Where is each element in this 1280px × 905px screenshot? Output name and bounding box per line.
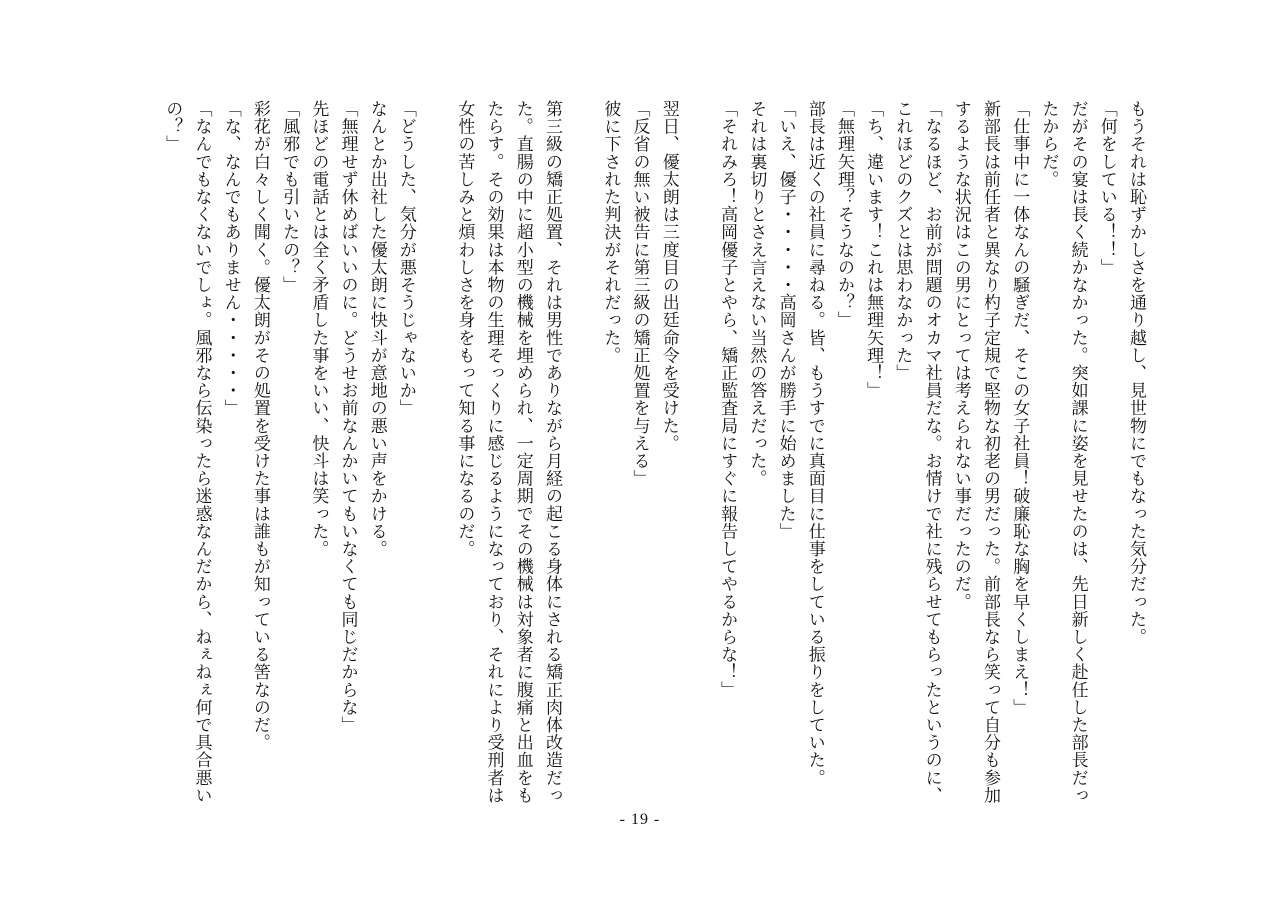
text-line: 「な、なんでもありません・・・・・」	[220, 100, 241, 417]
blank-line	[683, 100, 712, 805]
text-line: 「なんでもなくないでしょ。風邪なら伝染ったら迷惑なんだから、ねぇねぇ何で具合悪い	[191, 100, 212, 804]
text-line: たからだ。	[1038, 100, 1059, 188]
text-line: 部長は近くの社員に尋ねる。皆、もうすでに真面目に仕事をしている振りをしていた。	[804, 100, 825, 787]
text-line: 翌日、優太朗は三度目の出廷命令を受けた。	[658, 100, 679, 452]
text-line: これほどのクズとは思わなかった」	[892, 100, 913, 382]
text-line: もうそれは恥ずかしさを通り越し、見世物にでもなった気分だった。	[1126, 100, 1146, 646]
text-line: 第三級の矯正処置、それは男性でありながら月経の起こる身体にされる矯正肉体改造だっ	[541, 100, 562, 804]
text-line: だがその宴は長く続かなかった。突如課に姿を見せたのは、先日新しく赴任した部長だっ	[1067, 100, 1088, 804]
text-line: 「いえ、優子・・・・・高岡さんが勝手に始めました」	[775, 100, 796, 540]
text-line: 新部長は前任者と異なり杓子定規で堅物な初老の男だった。前部長なら笑って自分も参加	[979, 100, 1000, 804]
text-line: それは裏切りとさえ言えない当然の答えだった。	[746, 100, 767, 488]
text-line: た。直腸の中に超小型の機械を埋められ、一定周期でその機械は対象者に腹痛と出血をも	[512, 100, 533, 804]
text-line: 「反省の無い被告に第三級の矯正処置を与える」	[629, 100, 650, 488]
text-line: 「ち、違います！これは無理矢理！」	[863, 100, 884, 400]
page-number: - 19 -	[619, 811, 661, 828]
text-line: なんとか出社した優太朗に快斗が意地の悪い声をかける。	[366, 100, 387, 558]
vertical-text-block	[100, 100, 1150, 805]
blank-line	[566, 100, 595, 805]
text-line: 「風邪でも引いたの？」	[279, 100, 300, 294]
text-line: するような状況はこの男にとっては考えられない事だったのだ。	[950, 100, 971, 611]
text-line: 「仕事中に一体なんの騒ぎだ、そこの女子社員！破廉恥な胸を早くしまえ！」	[1009, 100, 1030, 716]
text-line: たらす。その効果は本物の生理そっくりに感じるようになっており、それにより受刑者は	[483, 100, 504, 804]
text-line: の？」	[162, 100, 183, 153]
text-line: 彩花が白々しく聞く。優太朗がその処置を受けた事は誰もが知っている筈なのだ。	[249, 100, 270, 752]
text-line: 「無理矢理？そうなのか？」	[833, 100, 854, 329]
blank-line	[420, 100, 449, 805]
text-line: 「無理せず休めばいいのに。どうせお前なんかいてもいなくても同じだからな」	[337, 100, 358, 734]
text-line: 女性の苦しみと煩わしさを身をもって知る事になるのだ。	[454, 100, 475, 558]
text-line: 先ほどの電話とは全く矛盾した事をいい、快斗は笑った。	[308, 100, 329, 558]
text-line: 彼に下された判決がそれだった。	[600, 100, 621, 364]
text-line: 「何をしている！！」	[1096, 100, 1117, 276]
text-line: 「それみろ！高岡優子とやら、矯正監査局にすぐに報告してやるからな！」	[717, 100, 738, 699]
text-line: 「なるほど、お前が問題のオカマ社員だな。お情けで社に残らせてもらったというのに、	[921, 100, 942, 804]
text-line: 「どうした、気分が悪そうじゃないか」	[395, 100, 416, 417]
